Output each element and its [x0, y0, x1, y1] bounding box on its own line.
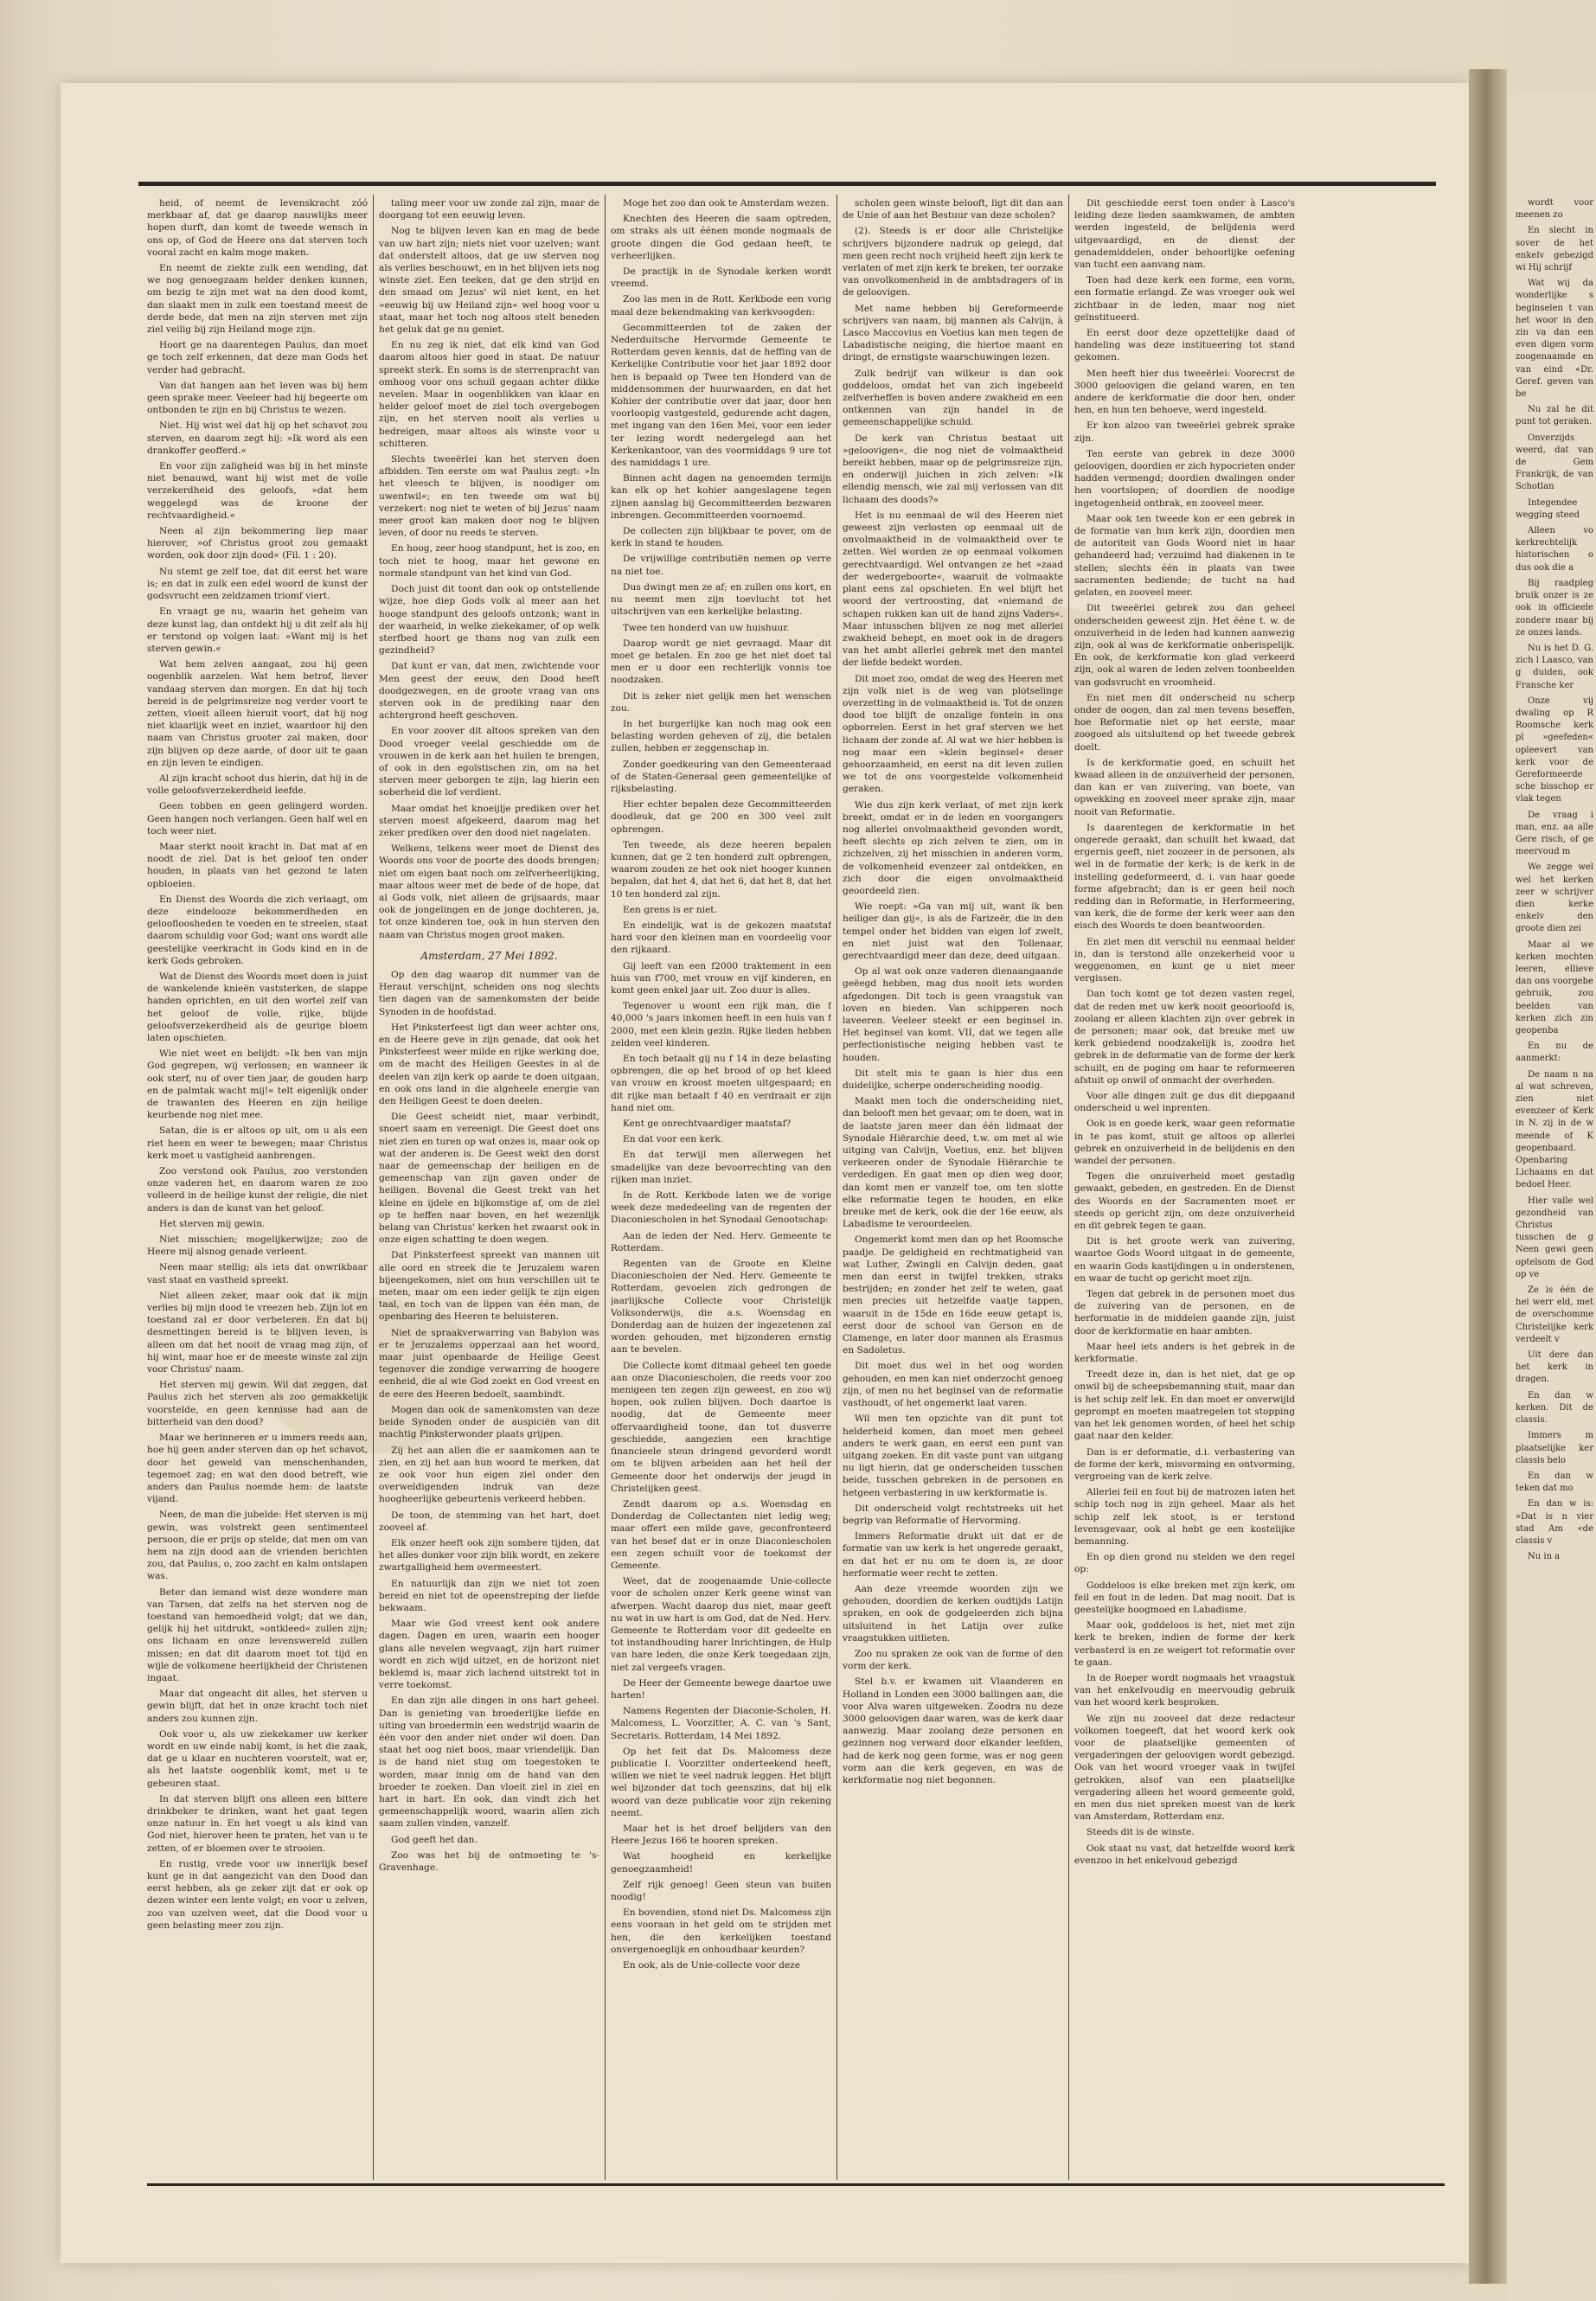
column-paragraph: Al zijn kracht schoot dus hierin, dat hij in de volle geloofsverzekerdheid leefde. — [147, 772, 368, 797]
column-divider — [836, 195, 837, 2180]
column-paragraph: Beter dan iemand wist deze wondere man van Tarsen, dat zelfs na het sterven nog de toestand van hemoedheid volgt; dat we dan, gelijk hij het uitdrukt, »ontkleed« zullen zijn; ons lichaam en onze levenswereld zullen missen; en dat dit daarom moet tot tijd en wijle de volkomene heerlijkheid der Christenen ingaat. — [147, 1586, 368, 1683]
column-paragraph: Tegen die onzuiverheid moet gestadig gewaakt, gebeden, en gestreden. En de Dienst des Woords en der Sacramenten moet er steeds op gericht zijn, om deze onzuiverheid en dit gebrek tegen te gaan. — [1074, 1171, 1295, 1232]
column-paragraph: En toch betaalt gij nu f 14 in deze belasting opbrengen, die op het brood of op het kleed van vrouw en kroost moeten uitgespaard; en dit rijke man betaalt f 40 en verdraait er zijn hand niet om. — [611, 1054, 831, 1113]
column-paragraph: Dit stelt mis te gaan is hier dus een duidelijke, scherpe onderscheiding noodig. — [843, 1067, 1063, 1092]
column-paragraph: De Heer der Gemeente bewege daartoe uwe harten! — [611, 1677, 831, 1701]
column-paragraph: Zoo las men in de Rott. Kerkbode een vorig maal deze bekendmaking van kerkvoogden: — [611, 294, 831, 317]
column-paragraph: En hoog, zeer hoog standpunt, het is zoo, en toch niet te hoog, maar het gewone en normale standpunt van het kind van God. — [379, 543, 599, 579]
column-paragraph: Hoort ge na daarentegen Paulus, dan moet ge toch zelf erkennen, dat deze man Gods het verder had gebracht. — [147, 340, 368, 375]
column-paragraph: Dan toch komt ge tot dezen vasten regel, dat de reden met uw kerk nooit geoorloofd is, zoolang er alleen klachten zijn over gebrek in de personen; maar ook, dat breuke met uw kerk gebiedend noodzakelijk is, zoodra het gebrek in de deformatie van de forme der kerk schuilt, en de poging om haar te reformeeren afstuit op onwil of onmacht der overheden. — [1074, 989, 1295, 1086]
column-paragraph: En vraagt ge nu, waarin het geheim van deze kunst lag, dan ontdekt hij u dit zelf als hij er terstond op volgen laat: »Want mij is het sterven gewin.« — [147, 606, 368, 654]
column-paragraph: Het sterven mij gewin. Wil dat zeggen, dat Paulus zich het sterven als zoo gemakkelijk voorstelde, en geen kennisse had aan de bitterheid van den dood? — [147, 1380, 368, 1427]
facing-page-column — [1516, 197, 1593, 2178]
column-paragraph: Hier valle wel gezondheid van Christus tusschen de g Neen gewi geen optelsom de God op ve — [1516, 1195, 1593, 1279]
column-paragraph: En dan w kerken. Dit de classis. — [1516, 1390, 1593, 1426]
footer-rule — [147, 2183, 1445, 2186]
column-paragraph: En neemt de ziekte zulk een wending, dat we nog genoegzaam helder denken kunnen, om bezig te zijn met wat na den dood komt, dan slaakt men in zulk een toestand meest de derde bede, dat men na zijn sterven met zijn ziel veilig bij zijn Heiland moge zijn. — [147, 263, 368, 336]
column-paragraph: Kent ge onrechtvaardiger maatstaf? — [623, 1118, 792, 1130]
column-paragraph: In het burgerlijke kan noch mag ook een belasting worden geheven of zij, die betalen zullen, hebben er zeggenschap in. — [611, 718, 831, 754]
column-paragraph: Ook is en goede kerk, waar geen reformatie in te pas komt, stuit ge altoos op allerlei gebrek en onzuiverheid in de belijdenis en den wandel der personen. — [1074, 1118, 1295, 1167]
column-paragraph: Knechten des Heeren die saam optreden, om straks als uit éénen monde nogmaals de groote dingen die God gedaan heeft, te verheerlijken. — [611, 214, 831, 261]
column-paragraph: (2). Steeds is er door alle Christelijke schrijvers bijzondere nadruk op gelegd, dat men geen recht noch vrijheid heeft zijn kerk te verlaten of met zijn kerk te breken, ter oorzake van onvolkomenheid in de ambtsdragers of in de geloovigen. — [843, 226, 1063, 298]
column-paragraph: Maar we herinneren er u immers reeds aan, hoe hij geen ander sterven dan op het schavot, door het geweld van menschenhanden, tegemoet zag; en wat den dood betreft, wie anders dan Paulus noemde hem: de laatste vijand. — [147, 1433, 368, 1505]
column-paragraph: Van dat hangen aan het leven was bij hem geen sprake meer. Veeleer had hij begeerte om ontbonden te zijn en bij Christus te wezen. — [147, 380, 368, 416]
column-paragraph: wordt voor meenen zo — [1516, 198, 1593, 221]
column-paragraph: De kerk van Christus bestaat uit »geloovigen«, die nog niet de volmaaktheid bereikt hebben, maar op de pelgrimsreize zijn, en onderwijl juichen in zich zelven: »Ik ellendig mensch, wie zal mij verlossen van dit lichaam des doods?« — [843, 433, 1063, 505]
column-paragraph: Een grens is er niet. — [623, 904, 717, 915]
column-paragraph: Aan deze vreemde woorden zijn we gehouden, doordien de kerken oudtijds Latijn spraken, en ook de godgeleerden zich bijna uitsluitend in het Latijn over zulke vraagstukken uitlieten. — [843, 1583, 1063, 1644]
column-paragraph: Het Pinksterfeest ligt dan weer achter ons, en de Heere geve in zijn genade, dat ook het Pinksterfeest weer milde en rijke werking doe, om de macht des Heiligen Geestes in al de deelen van zijn kerk op aarde te doen uitgaan, en ook ons land in die algeheele energie van den Heiligen Geest te doen deelen. — [379, 1022, 599, 1107]
column-paragraph: In dat sterven blijft ons alleen een bittere drinkbeker te drinken, want het gaat tegen onze natuur in. En het voegt u als kind van God niet, hierover heen te praten, het van u te zetten, of er bloemen over te strooien. — [147, 1793, 368, 1854]
column-paragraph: De collecten zijn blijkbaar te pover, om de kerk in stand te houden. — [611, 526, 831, 549]
column-paragraph: Gij leeft van een f2000 traktement in een huis van f700, met vrouw en vijf kinderen, en komt geen enkel jaar uit. Zoo duur is alles. — [611, 960, 831, 996]
column-paragraph: Tegenover u woont een rijk man, die f 40,000 's jaars inkomen heeft in een huis van f 2000, met een klein gezin. Rijke lieden hebben zelden veel kinderen. — [611, 1001, 831, 1048]
column-paragraph: En dan w teken dat mo — [1516, 1471, 1593, 1494]
column-paragraph: En ziet men dit verschil nu eenmaal helder in, dan is terstond alle onzekerheid voor u weggenomen, en kunt ge u niet meer vergissen. — [1074, 936, 1295, 984]
column-paragraph: Ze is één de hei werr eld, met de overschomme Christelijke kerk verdeelt v — [1516, 1285, 1593, 1344]
column-paragraph: Dat kunt er van, dat men, zwichtende voor Men geest der eeuw, den Dood heeft doodgezwegen, en de groote vraag van ons sterven ook in de prediking naar den achtergrond heeft geschoven. — [379, 661, 599, 721]
column-paragraph: Daarop wordt ge niet gevraagd. Maar dit moet ge betalen. En zoo ge het niet doet tal men er u door een rechterlijk vonnis toe noodzaken. — [611, 638, 831, 686]
column-paragraph: Stel b.v. er kwamen uit Vlaanderen en Holland in Londen een 3000 ballingen aan, die voor Alva waren uitgeweken. Zoodra nu deze 3000 geloovigen daar waren, was de kerk daar aanwezig. Maar zoolang deze personen en gezinnen nog verward door elkander leefden, had de kerk nog geen forme, was er nog geen vorm aan die kerk gegeven, en was de kerkformatie nog niet begonnen. — [843, 1676, 1063, 1785]
column-paragraph: En dan w is: »Dat is n vier stad Am «de classis v — [1516, 1499, 1593, 1546]
column-paragraph: Nu stemt ge zelf toe, dat dit eerst het ware is; en dat in zulk een edel woord de kunst der godsvrucht een zeldzamen triomf viert. — [147, 566, 368, 602]
column-paragraph: Dit tweeërlei gebrek zou dan geheel onderscheiden geweest zijn. Het ééne t. w. de onzuiverheid in de leden had kunnen aanwezig zijn, ook al was de kerkformatie onberispelijk. En ook, de kerkformatie kon glad verkeerd zijn, ook al waren de leden zelven toonbeelden van godsvrucht en vroomheid. — [1074, 603, 1295, 688]
column-divider — [605, 195, 606, 2180]
column-paragraph: Wil men ten opzichte van dit punt tot helderheid komen, dan moet men geheel anders te werk gaan, en eerst een punt van uitgang zoeken. En dit vaste punt van uitgang nu ligt hierin, dat ge onderscheiden tusschen beide, tusschen gebreken in de personen en hetgeen verbastering in uw kerkformatie is. — [843, 1413, 1063, 1498]
column-paragraph: Nu zal he dit punt tot geraken. — [1516, 405, 1593, 427]
column-paragraph: Binnen acht dagen na genoemden termijn kan elk op het kohier aangeslagene tegen zijnen aanslag bij Gecommitteerden bezwaren inbrengen. Gecommitteerden voornoemd. — [611, 473, 831, 521]
column-paragraph: Dit moet dus wel in het oog worden gehouden, en men kan niet onderzocht genoeg zijn, of men nu het beginsel van de reformatie vasthoudt, of het ongemerkt laat varen. — [843, 1361, 1063, 1409]
column-paragraph: Wie niet weet en belijdt: »Ik ben van mijn God gegrepen, wij verlossen; en wanneer ik ook sterf, nu of over tien jaar, de gouden harp en de palmtak wacht mij!« telt eigenlijk onder de trawanten des Heeren en zijn heilige keurbende nog niet mee. — [147, 1048, 368, 1121]
column-paragraph: Zelf rijk genoeg! Geen steun van buiten noodig! — [611, 1879, 831, 1902]
column-paragraph: Goddeloos is elke breken met zijn kerk, om feil en fout in de leden. Dat mag nooit. Dat is geestelijke hoogmoed en Labadisme. — [1074, 1580, 1295, 1615]
column-paragraph: Moge het zoo dan ook te Amsterdam wezen. — [623, 198, 830, 208]
column-paragraph: Tegen dat gebrek in de personen moet dus de zuivering van de personen, en de herformatie in de middelen gaande zijn, juist door de kerkformatie en haar ambten. — [1074, 1289, 1295, 1336]
column-paragraph: En slecht in sover de het enkelv gebezigd wi Hij schrijf — [1516, 226, 1593, 273]
column-paragraph: Dat Pinksterfeest spreekt van mannen uit alle oord en streek die te Jeruzalem waren bijeengekomen, niet om hun verschillen uit te meten, maar om een ieder gelijk te zijn eigen taal, en toch van de lippen van één man, de openbaring des Heeren te beluisteren. — [379, 1250, 599, 1323]
column-paragraph: En dan zijn alle dingen in ons hart geheel. Dan is genieting van broederlijke liefde en uiting van broedermin een wedstrijd waarin de één voor den ander niet onder wil doen. Dan staat het oog niet boos, maar vriendelijk. Dan is de hand niet stug om toegestoken te worden, maar innig om de hand van den broeder te zoeken. Dan vloeit ziel in ziel en hart in hart. En ook, dan vindt zich het gemeenschappelijk woord, waarin allen zich saam zullen vinden, vanzelf. — [379, 1695, 599, 1830]
column-paragraph: Dit is het groote werk van zuivering, waartoe Gods Woord uitgaat in de gemeente, en waarin Gods kastijdingen u in onderstenen, en waar de tucht op gericht moet zijn. — [1074, 1236, 1295, 1284]
column-paragraph: Is de kerkformatie goed, en schuilt het kwaad alleen in de onzuiverheid der personen, dan kan er van zuivering, van boete, van opwekking en zooveel meer sprake zijn, maar nooit van Reformatie. — [1074, 757, 1295, 817]
column-paragraph: En Dienst des Woords die zich verlaagt, om deze eindelooze bekommerdheden en geloofloosheden te voeden en te streelen, staat daarom schuldig voor God; want ons wordt alle geestelijke veerkracht in Gods kind en in de kerk Gods gebroken. — [147, 894, 368, 966]
column-paragraph: Amsterdam, 27 Mei 1892. — [420, 949, 558, 962]
column-paragraph: Neen al zijn bekommering liep maar hierover, »of Christus groot zou gemaakt worden, ook door zijn dood« (Fil. 1 : 20). — [147, 526, 368, 561]
column-paragraph: Immers m plaatselijke ker classis belo — [1516, 1431, 1593, 1465]
column-1 — [147, 197, 368, 2178]
column-paragraph: Ongemerkt komt men dan op het Roomsche paadje. De geldigheid en rechtmatigheid van wat Luther, Zwingli en Calvijn deden, gaat men dan eerst in twijfel trekken, straks bestrijden; en zonder het zelf te weten, gaat men precies uit hetzelfde vaatje tappen, waaruit in de 15de en 16de eeuw getapt is, eerst door de school van Gerson en de Clamenge, en later door mannen als Erasmus en Sadoletus. — [843, 1234, 1063, 1356]
column-paragraph: Neen, de man die jubelde: Het sterven is mij gewin, was volstrekt geen sentimenteel persoon, die er prijs op stelde, dat men om van hem na zijn dood aan de vrienden berichten zou, dat Paulus, o, zoo zacht en kalm ontslapen was. — [147, 1509, 368, 1582]
column-paragraph: scholen geen winste belooft, ligt dit dan aan de Unie of aan het Bestuur van deze scholen? — [843, 198, 1063, 221]
column-paragraph: Uit dere dan het kerk in dragen. — [1516, 1350, 1593, 1385]
column-paragraph: Zij het aan allen die er saamkomen aan te zien, en zij het aan hun woord te merken, dat ze ook voor hun eigen ziel onder den overweldigenden indruk van deze hoogheerlijke gebeurtenis verkeerd hebben. — [379, 1445, 599, 1505]
column-paragraph: Neen maar stellig; als iets dat onwrikbaar vast staat en vastheid spreekt. — [147, 1262, 368, 1285]
header-rule — [138, 182, 1436, 186]
column-paragraph: Dan is er deformatie, d.i. verbastering van de forme der kerk, misvorming en ontvorming, vergroeing van de kerk zelve. — [1074, 1446, 1295, 1482]
column-paragraph: Dit is zeker niet gelijk men het wenschen zou. — [611, 690, 831, 714]
column-paragraph: Ten eerste van gebrek in deze 3000 geloovigen, doordien er zich hypocrieten onder hadden vermengd; doordien dwalingen onder hen voortslopen; of doordien de noodige ingetogenheid ontbrak, en zooveel meer. — [1074, 448, 1295, 509]
column-paragraph: Zulk bedrijf van wilkeur is dan ook goddeloos, omdat het van zich ingebeeld zelfverheffen is boven andere zwakheid en een ontkennen van zijn handel in de gemeenschappelijke schuld. — [843, 368, 1063, 428]
column-paragraph: Integendee wegging steed — [1516, 497, 1580, 520]
column-paragraph: De practijk in de Synodale kerken wordt vreemd. — [611, 266, 831, 290]
column-paragraph: We zijn nu zooveel dat deze redacteur volkomen toegeeft, dat het woord kerk ook voor de plaatselijke gemeenten of vergaderingen der geloovigen wordt gebezigd. Ook van het woord vroeger vaak in twijfel getrokken, alsof van een plaatselijke vergadering alleen het woord gemeente gold, en men dus niet spreken moest van de kerk van Amsterdam, Rotterdam enz. — [1074, 1713, 1295, 1823]
column-paragraph: Zoo verstond ook Paulus, zoo verstonden onze vaderen het, en daarom waren ze zoo volleerd in de heilige kunst der religie, die niet anders is dan de kunst van het geloof. — [147, 1166, 368, 1214]
column-paragraph: Niet alleen zeker, maar ook dat ik mijn verlies bij mijn dood te vreezen heb. Zijn lot en toestand zal er door verbeteren. En dat bij desmettingen bereid is te blijven leven, is alleen om dat het nooit de vraag mag zijn, of hij wint, maar hoe er de meeste winste zal zijn voor Christus' naam. — [147, 1290, 368, 1375]
column-paragraph: Wie roept: »Ga van mij uit, want ik ben heiliger dan gij«, is als de Farizeër, die in den tempel onder het bidden van eigen lof zwelt, en niet juist wat den Tollenaar, gerechtvaardigd meer dan deze, deed uitgaan. — [843, 901, 1063, 961]
column-paragraph: Steeds dit is de winste. — [1086, 1827, 1195, 1838]
column-paragraph: En dat terwijl men allerwegen het smadelijke van deze bevoorrechting van den rijken man inziet. — [611, 1150, 831, 1185]
column-paragraph: Die Collecte komt ditmaal geheel ten goede aan onze Diaconiescholen, die reeds voor zoo menigeen ten zegen zijn geweest, en zoo wij hopen, ook zullen blijven. Doch daartoe is noodig, dat de Gemeente meer offervaardigheid toone, dan tot dusverre geschiedde, aangezien een krachtige financieele steun dringend gevorderd wordt om te blijven arbeiden aan het heil der Gemeente door het onderwijs der jeugd in Christelijken geest. — [611, 1360, 831, 1494]
column-paragraph: Het sterven mij gewin. — [159, 1218, 266, 1229]
column-paragraph: Is daarentegen de kerkformatie in het ongerede geraakt, dan schuilt het kwaad, dat ergernis geeft, niet zoozeer in de personen, als wel in de formatie der kerk; is de kerk in de instelling gedeformeerd, d. i. van haar goede forme afgebracht; dan is er geen heil noch redding dan in Reformatie, in Herformeering, van kerk, die de forme der kerk weer aan den eisch des Woords te doen beantwoorden. — [1074, 822, 1295, 932]
column-paragraph: Dit geschiedde eerst toen onder à Lasco's leiding deze lieden saamkwamen, de ambten werden ingesteld, de belijdenis werd uitgevaardigd, en de dienst der genademiddelen, onder behoorlijke oefening van tucht een aanvang nam. — [1074, 198, 1295, 271]
column-3 — [611, 197, 831, 2178]
column-paragraph: Gecommitteerden tot de zaken der Nederduitsche Hervormde Gemeente te Rotterdam geven kennis, dat de heffing van de Kerkelijke Contributie voor het jaar 1892 door hen is bepaald op Twee ten Honderd van de middensommen der huurwaarden, en dat het Kohier der contributie over dat jaar, door hen voorloopig vastgesteld, gedurende acht dagen, met ingang van den 16en Mei, voor een ieder ter lezing wordt nedergelegd aan het Kerkenkantoor, van des voormiddags 9 ure tot des namiddags 1 ure. — [611, 322, 831, 469]
column-paragraph: En niet men dit onderscheid nu scherp onder de oogen, dan zal men tevens beseffen, hoe Reformatie niet op het eerste, maar zoogoed als uitsluitend op het tweede gebrek doelt. — [1074, 692, 1295, 753]
column-paragraph: Elk onzer heeft ook zijn sombere tijden, dat het alles donker voor zijn blik wordt, en zekere zwartgalligheid hem overmeestert. — [379, 1537, 599, 1574]
column-paragraph: Alleen vo kerkrechtelijk historischen o dus ook die a — [1516, 526, 1593, 573]
column-paragraph: Dit onderscheid volgt rechtstreeks uit het begrip van Reformatie of Hervorming. — [843, 1503, 1063, 1526]
column-paragraph: Ook staat nu vast, dat hetzelfde woord kerk evenzoo in het enkelvoud gebezigd — [1074, 1843, 1295, 1866]
column-paragraph: Twee ten honderd van uw huishuur. — [623, 622, 790, 633]
column-paragraph: Niet de spraakverwarring van Babylon was er te Jeruzalems opperzaal aan het woord, maar juist openbaarde de Heilige Geest tegenover die zondige verwarring de hoogere eenheid, die al wie God zoekt en God vreest en de eere des Heeren bedoelt, saambindt. — [379, 1327, 599, 1400]
column-paragraph: heid, of neemt de levenskracht zóó merkbaar af, dat ge daarop nauwlijks meer hopen durft, dan komt de tweede wensch in ons op, of God de Heere ons dat sterven toch vooral zacht en kalm moge maken. — [147, 198, 368, 258]
column-paragraph: En eindelijk, wat is de gekozen maatstaf hard voor den kleinen man en voordeelig voor den rijkaard. — [611, 920, 831, 956]
column-paragraph: In de Rott. Kerkbode laten we de vorige week deze mededeeling van de regenten der Diaconiescholen in het Synodaal Genootschap: — [611, 1190, 831, 1226]
column-paragraph: Niet misschien; mogelijkerwijze; zoo de Heere mij alsnog genade verleent. — [147, 1234, 368, 1258]
column-paragraph: Die Geest scheidt niet, maar verbindt, snoert saam en vereenigt. Die Geest doet ons niet zien en turen op wat onzes is, maar ook op wat der anderen is. De Geest wekt den dorst naar de gemeenschap der heiligen en de gemeenschap van zijn gaven onder de heiligen. Bovenal die Geest trekt van het kleine en ijdele en bijkomstige af, om de ziel op te heffen naar boven, en het wezenlijk belang van Christus' kerken het zwaarst ook in onze eigen schatting te doen wegen. — [379, 1112, 599, 1246]
column-paragraph: Er kon alzoo van tweeërlei gebrek sprake zijn. — [1074, 420, 1295, 444]
column-paragraph: Satan, die is er altoos op uit, om u als een riet heen en weer te bewegen; maar Christus kerk moet u vastigheid aanbrengen. — [147, 1125, 368, 1161]
column-paragraph: Wie dus zijn kerk verlaat, of met zijn kerk breekt, omdat er in de leden en voorgangers nog allerlei onvolmaaktheid gevonden wordt, heeft slechts op zich zelven te zien, om in zichzelven, zij het misschien in anderen vorm, de volkomenheid evenzeer zal ontdekken, en zich door die eigen onvolmaaktheid geoordeeld zien. — [843, 799, 1063, 896]
column-paragraph: Wat hoogheid en kerkelijke genoegzaamheid! — [611, 1851, 831, 1875]
column-paragraph: En nu zeg ik niet, dat elk kind van God daarom altoos hier goed in staat. De natuur spreekt sterk. En soms is de sterrenpracht van omhoog voor ons schuil gegaan achter dikke nevelen. Maar in oogenblikken van klaar en helder geloof moet de ziel toch overgebogen zijn, en het sterven nooit als verlies u bedreigen, maar altoos als winste voor u schitteren. — [379, 340, 599, 449]
column-paragraph: Maar omdat het knoeijlje prediken over het sterven moest afgekeerd, daarom mag het zeker prediken over den dood niet nagelaten. — [379, 803, 599, 838]
column-paragraph: Welkens, telkens weer moet de Dienst des Woords ons voor de poorte des doods brengen; niet om eigen baat noch om zelfverheerlijking, maar altoos weer met de bede of de hope, dat al Gods volk, niet alleen de grijsaards, maar ook de jongelingen en de jonge dochteren, ja, tot onze kinderen toe, ook in hun sterven den naam van Christus mogen groot maken. — [379, 843, 599, 940]
column-paragraph: Doch juist dit toont dan ook op ontstellende wijze, hoe diep Gods volk al meer aan het hooge standpunt des geloofs ontzonk; want in der waarheid, in welke ziekekamer, of op welk sterfbed hoort ge thans nog van zulk een gezindheid? — [379, 584, 599, 657]
column-paragraph: Toen had deze kerk een forme, een vorm, een formatie erlangd. Ze was vroeger ook wel zichtbaar in de leden, maar nog niet geïnstitueerd. — [1074, 275, 1295, 323]
column-paragraph: En ook, als de Unie-collecte voor deze — [623, 1960, 801, 1971]
column-paragraph: Hier echter bepalen deze Gecommitteerden doodleuk, dat ge 200 en 300 veel zult opbrengen. — [611, 799, 831, 835]
column-paragraph: Zoo nu spraken ze ook van de forme of den vorm der kerk. — [843, 1648, 1063, 1672]
column-paragraph: De vrijwillige contributiën nemen op verre na niet toe. — [611, 554, 831, 577]
column-paragraph: In de Roeper wordt nogmaals het vraagstuk van het enkelvoudig en meervoudig gebruik van het woord kerk besproken. — [1074, 1672, 1295, 1708]
column-paragraph: Bij raadpleg bruik onzer is ze ook in officieele zondere maar bij ze onzes lands. — [1516, 578, 1593, 638]
column-paragraph: Zonder goedkeuring van den Gemeenteraad of de Staten-Generaal geen gemeentelijke of rijksbelasting. — [611, 759, 831, 794]
column-paragraph: Ten tweede, als deze heeren bepalen kunnen, dat ge 2 ten honderd zult opbrengen, waarom zouden ze het ook niet hooger kunnen bepalen, dat het 4, dat het 6, dat het 8, dat het 10 ten honderd zal zijn. — [611, 839, 831, 900]
column-paragraph: Wat wij da wonderlijke s beginselen t van het woor in den zin va dan een even digen vorm zoogenaamde en van eind «Dr. Geref. geven van be — [1516, 279, 1593, 400]
column-paragraph: Men heeft hier dus tweeërlei: Voorecrst de 3000 geloovigen die geland waren, en ten andere de kerkformatie die door hen, onder hen, en hun ten behoeve, werd ingesteld. — [1074, 368, 1295, 416]
column-paragraph: Maar dat ongeacht dit alles, het sterven u gewin blijft, dat het in onze kracht toch niet anders zou kunnen zijn. — [147, 1689, 368, 1724]
column-paragraph: Mogen dan ook de samenkomsten van deze beide Synoden onder de auspiciën van dit machtig Pinksterwonder plaats grijpen. — [379, 1404, 599, 1440]
column-paragraph: En bovendien, stond niet Ds. Malcomess zijn eens vooraan in het geld om te strijden met hen, die den kerkelijken toestand onvergenoeglijk en onhoudbaar keurden? — [611, 1907, 831, 1955]
column-paragraph: En op dien grond nu stelden we den regel op: — [1074, 1552, 1295, 1575]
column-paragraph: En nu de aanmerkt: — [1516, 1042, 1593, 1064]
column-paragraph: taling meer voor uw zonde zal zijn, maar de doorgang tot een eeuwig leven. — [379, 198, 599, 221]
column-paragraph: Zoo was het bij de ontmoeting te 's-Gravenhage. — [379, 1849, 599, 1873]
column-paragraph: Nu in a — [1528, 1552, 1561, 1562]
column-paragraph: Allerlei feil en fout bij de matrozen laten het schip toch nog in zijn geheel. Maar als het schip zelf lek stoot, is er terstond levensgevaar, ook al hebt ge een kostelijke bemanning. — [1074, 1487, 1295, 1547]
column-paragraph: Wat hem zelven aangaat, zou hij geen oogenblik aarzelen. Wat hem betrof, liever vandaag sterven dan morgen. En dat hij toch bereid is de pelgrimsreize nog verder voort te zetten, vloeit alleen hieruit voort, dat hij nog niet klaarlijk weet en inziet, waardoor hij den naam van Christus grooter zal maken, door zijn blijven op deze aarde, of door uit te gaan en zijn leven te eindigen. — [147, 659, 368, 768]
column-paragraph: Treedt deze in, dan is het niet, dat ge op onwil bij de scheepsbemanning stuit, maar dan is het schip zelf lek. En dan moet er onverwijld geprompt en moeten maatregelen tot stopping van het lek genomen worden, of heel het schip gaat naar den kelder. — [1074, 1369, 1295, 1442]
column-4 — [843, 197, 1063, 2178]
column-paragraph: Weet, dat de zoogenaamde Unie-collecte voor de scholen onzer Kerk geene winst van afwerpen. Wacht daarop dus niet, maar geeft nu wat in uw hart is om God, dat de Ned. Herv. Gemeente te Rotterdam voor dit gedeelte en tot instandhouding harer Inrichtingen, de Hulp van hare leden, die onze Kerk toegedaan zijn, niet zal vergeefs vragen. — [611, 1576, 831, 1673]
column-paragraph: Maar heel iets anders is het gebrek in de kerkformatie. — [1074, 1341, 1295, 1365]
column-paragraph: Het is nu eenmaal de wil des Heeren niet geweest zijn verlosten op eenmaal uit de onvolmaaktheid in de volmaaktheid over te zetten. Wel worden ze op eenmaal volkomen gerechtvaardigd. Wel ontvangen ze het »zaad der wedergeboorte«, waaruit de volmaakte plant eens zal opschieten. En wel blijft het woord der vertroosting, dat »niemand de schapen rukken kan uit de hand zijns Vaders«. Maar intusschen blijven ze nog met allerlei zwakheid behept, en moet ook in de dragers van het ambt allerlei gebrek met den mantel der liefde bedekt worden. — [843, 510, 1063, 669]
column-paragraph: Geen tobben en geen gelingerd worden. Geen hangen noch verlangen. Geen half wel en toch weer niet. — [147, 801, 368, 836]
column-paragraph: We zegge wel wel het kerken zeer w schrijver dien kerke enkelv den groote dien zei — [1516, 862, 1593, 934]
column-paragraph: Maar het is het droef belijders van den Heere Jezus 166 te hooren spreken. — [611, 1823, 831, 1847]
column-paragraph: Maar al we kerken mochten leeren, ellieve dan ons voorgebe gebruik, zou beelden van kerken zich zin geopenba — [1516, 939, 1593, 1035]
column-paragraph: En rustig, vrede voor uw innerlijk besef kunt ge in dat aangezicht van den Dood dan eerst hebben, als ge zeker zijt dat er ook op dezen winter een lente volgt; en voor u zelven, zoo van uzelven weet, dat die Dood voor u geen belasting meer zou zijn. — [147, 1858, 368, 1931]
column-divider — [1068, 195, 1069, 2180]
column-paragraph: En natuurlijk dan zijn we niet tot zoen bereid en niet tot de opeenstreping der liefde bekwaam. — [379, 1578, 599, 1613]
column-paragraph: En eerst door deze opzettelijke daad of handeling was deze institueering tot stand gekomen. — [1074, 328, 1295, 363]
column-paragraph: Wat de Dienst des Woords moet doen is juist de wankelende knieën vaststerken, de slappe handen oprichten, en uit den wortel zelf van het geloof de volle, rijke, blijde geloofsverzekerdheid als de geurige bloem laten opschieten. — [147, 971, 368, 1043]
column-paragraph: Maar ook ten tweede kon er een gebrek in de formatie van hun kerk zijn, doordien men de autoriteit van Gods Woord niet in haar gehandeerd had; verzuimd had diakenen in te stellen; slechts één in plaats van twee sacramenten bediende; de tucht na had gelaten, en zooveel meer. — [1074, 513, 1295, 599]
column-paragraph: Regenten van de Groote en Kleine Diaconiescholen der Ned. Herv. Gemeente te Rotterdam, gevoelen zich gedrongen de jaarlijksche Collecte voor Christelijk Volksonderwijs, die a.s. Woensdag en Donderdag aan de huizen der ingezetenen zal worden gehouden, met bijzonderen ernstig aan te bevelen. — [611, 1259, 831, 1356]
column-paragraph: Maar sterkt nooit kracht in. Dat mat af en noodt de ziel. Dat is het geloof ten onder houden, in plaats van het gezond te laten opbloeien. — [147, 841, 368, 889]
column-paragraph: Dit moet zoo, omdat de weg des Heeren met zijn volk niet is de weg van plotselinge overzetting in de volmaaktheid is. Tot de onzen dood toe blijft de onzalige fontein in ons opborrelen. Eerst in het graf sterven we het lichaam der zonde af. Al wat we hier hebben is nog maar een »klein beginsel« deser gehoorzaamheid, en eerst na dit leven zullen we tot de ons voorgestelde volkomenheid geraken. — [843, 673, 1063, 795]
column-paragraph: En voor zoover dit altoos spreken van den Dood vroeger veelal geschiedde om de vrouwen in de kerk aan het huilen te brengen, of ook in den egoïstischen zin, om na het sterven meer geborgen te zijn, lag hierin een soberheid die lof verdient. — [379, 726, 599, 798]
column-paragraph: De naam n na al wat schreven, zien niet evenzeer of Kerk in N. zij in de w meende of K geopenbaard. Openbaring Lichaams en dat bedoel Heer. — [1516, 1069, 1593, 1190]
column-paragraph: Nog te blijven leven kan en mag de bede van uw hart zijn; niets niet voor uzelven; want dat onderstelt altoos, dat ge uw sterven nog als verlies beschouwt, en in het blijven iets nog winste ziet. Een teeken, dat ge den strijd en den smaad om Jezus' wil niet kent, en het »eeuwig bij uw Heiland zijn« wel hoog voor u staat, maar het toch nog altoos stelt beneden het geluk dat ge nu geniet. — [379, 226, 599, 336]
column-paragraph: En voor zijn zaligheid was bij in het minste niet benauwd, want hij wist met de volle verzekerdheid des geloofs, »dat hem weggelegd was de kroone der rechtvaardigheid.« — [147, 461, 368, 521]
column-paragraph: De toon, de stemming van het hart, doet zooveel af. — [379, 1509, 599, 1533]
column-2 — [379, 197, 599, 2178]
column-paragraph: Met name hebben bij Gereformeerde schrijvers van naam, bij mannen als Calvijn, à Lasco Maccovius en Voetius kan men tegen de Labadistische neiging, die hiertoe maant en dringt, de ernstigste waarschuwingen lezen. — [843, 303, 1063, 363]
book-gutter — [1469, 69, 1507, 2284]
column-paragraph: Onverzijds weerd, dat van de Gem Frankrijk, de van Schotlan — [1516, 433, 1593, 492]
column-paragraph: Slechts tweeërlei kan het sterven doen afbidden. Ten eerste om wat Paulus zegt: »In het vleesch te blijven, is noodiger om uwentwil«; en ten tweede om wat bij verzekert: nog niet te weten of bij Jezus' naam meer groot kan maken door nog te blijven leven, of door nu reeds te sterven. — [379, 454, 599, 539]
column-paragraph: Dus dwingt men ze af; en zullen ons kort, en nu neemt men zijn toevlucht tot het uitschrijven van een kerkelijke belasting. — [611, 581, 831, 618]
column-5 — [1074, 197, 1295, 2178]
column-paragraph: Aan de leden der Ned. Herv. Gemeente te Rotterdam. — [611, 1230, 831, 1253]
column-paragraph: Voor alle dingen zult ge dus dit diepgaand onderscheid u wel inprenten. — [1074, 1091, 1295, 1114]
column-paragraph: Ook voor u, als uw ziekekamer uw kerker wordt en uw einde nabij komt, is het die zaak, dat ge u klaar en nuchteren voorstelt, wat er, als het laatste oogenblik komt, met u te gebeuren staat. — [147, 1728, 368, 1789]
column-paragraph: Zendt daarom op a.s. Woensdag en Donderdag de Collectanten niet ledig weg; maar offert een milde gave, geconfronteerd van het besef dat er in onze Diaconiescholen een zegen schuilt voor de toekomst der Gemeente. — [611, 1498, 831, 1571]
column-paragraph: Op het feit dat Ds. Malcomess deze publicatie I. Voorzitter onderteekend heeft, willen we niet te veel nadruk leggen. Het blijft wel bijzonder dat toch geenszins, dat bij elk woord van deze publicatie voor zijn rekening neemt. — [611, 1746, 831, 1818]
column-paragraph: Namens Regenten der Diaconie-Scholen, H. Malcomess, L. Voorzitter, A. C. van 's Sant, Secretaris. Rotterdam, 14 Mei 1892. — [611, 1706, 831, 1741]
column-paragraph: Niet. Hij wist wel dat hij op het schavot zou sterven, en daarom zegt hij: »Ik word als een drankoffer geofferd.« — [147, 420, 368, 456]
column-paragraph: Onze vij dwaling op R Roomsche kerk pl »geefeden« opleevert van kerk voor de Gereformeerde sche bisschop er vlak tegen — [1516, 695, 1593, 804]
column-paragraph: Op al wat ook onze vaderen dienaangaande geëegd hebben, mag dus nooit iets worden afgedongen. Dit toch is geen vraagstuk van loven en bieden. Van schipperen noch laveeren. Veeleer steekt er een beginsel in. Het beginsel van komt. VII, dat we tegen alle perfectionistische neiging hebben vast te houden. — [843, 966, 1063, 1063]
column-paragraph: Maar ook, goddeloos is het, niet met zijn kerk te breken, indien de forme der kerk verbasterd is en ze weigert tot reformatie over te gaan. — [1074, 1620, 1295, 1668]
column-paragraph: Op den dag waarop dit nummer van de Heraut verschijnt, scheiden ons nog slechts tien dagen van de samenkomsten der beide Synoden in de hoofdstad. — [379, 969, 599, 1017]
column-paragraph: De vraag i man, enz. aa alle Gere risch, of ge meervoud m — [1516, 810, 1593, 857]
column-paragraph: God geeft het dan. — [391, 1834, 478, 1845]
column-paragraph: Nu is het D. G. zich l Laasco, van g duiden, ook Fransche ker — [1516, 643, 1593, 690]
column-paragraph: Immers Reformatie drukt uit dat er de formatie van uw kerk is het ongerede geraakt, en dat het er nu om te doen is, ze door herformatie weer recht te zetten. — [843, 1531, 1063, 1579]
column-paragraph: Maakt men toch die onderscheiding niet, dan belooft men het gevaar, om te doen, wat in de laatste jaren meer dan één lidmaat der Synodale Hiërarchie deed, t.w. om met al wie uitging van Calvijn, Voetius, enz. het blijven verkeeren onder de Synodale Hiërarchie te verdedigen. En gaat men op dien weg door, dan komt men er vanzelf toe, om ten slotte elke reformatie tegen te houden, en elke breuke met de kerk, ook die der 16e eeuw, als Labadisme te veroordeelen. — [843, 1096, 1063, 1230]
column-paragraph: Maar wie God vreest kent ook andere dagen. Dagen en uren, waarin een hooger glans alle nevelen wegvaagt, zijn hart ruimer wordt en zich wijd uitzet, en de horizont niet beklemd is, maar zich lachend uitstrekt tot in verre toekomst. — [379, 1618, 599, 1691]
column-divider — [373, 195, 374, 2180]
column-paragraph: En dat voor een kerk. — [623, 1134, 724, 1145]
